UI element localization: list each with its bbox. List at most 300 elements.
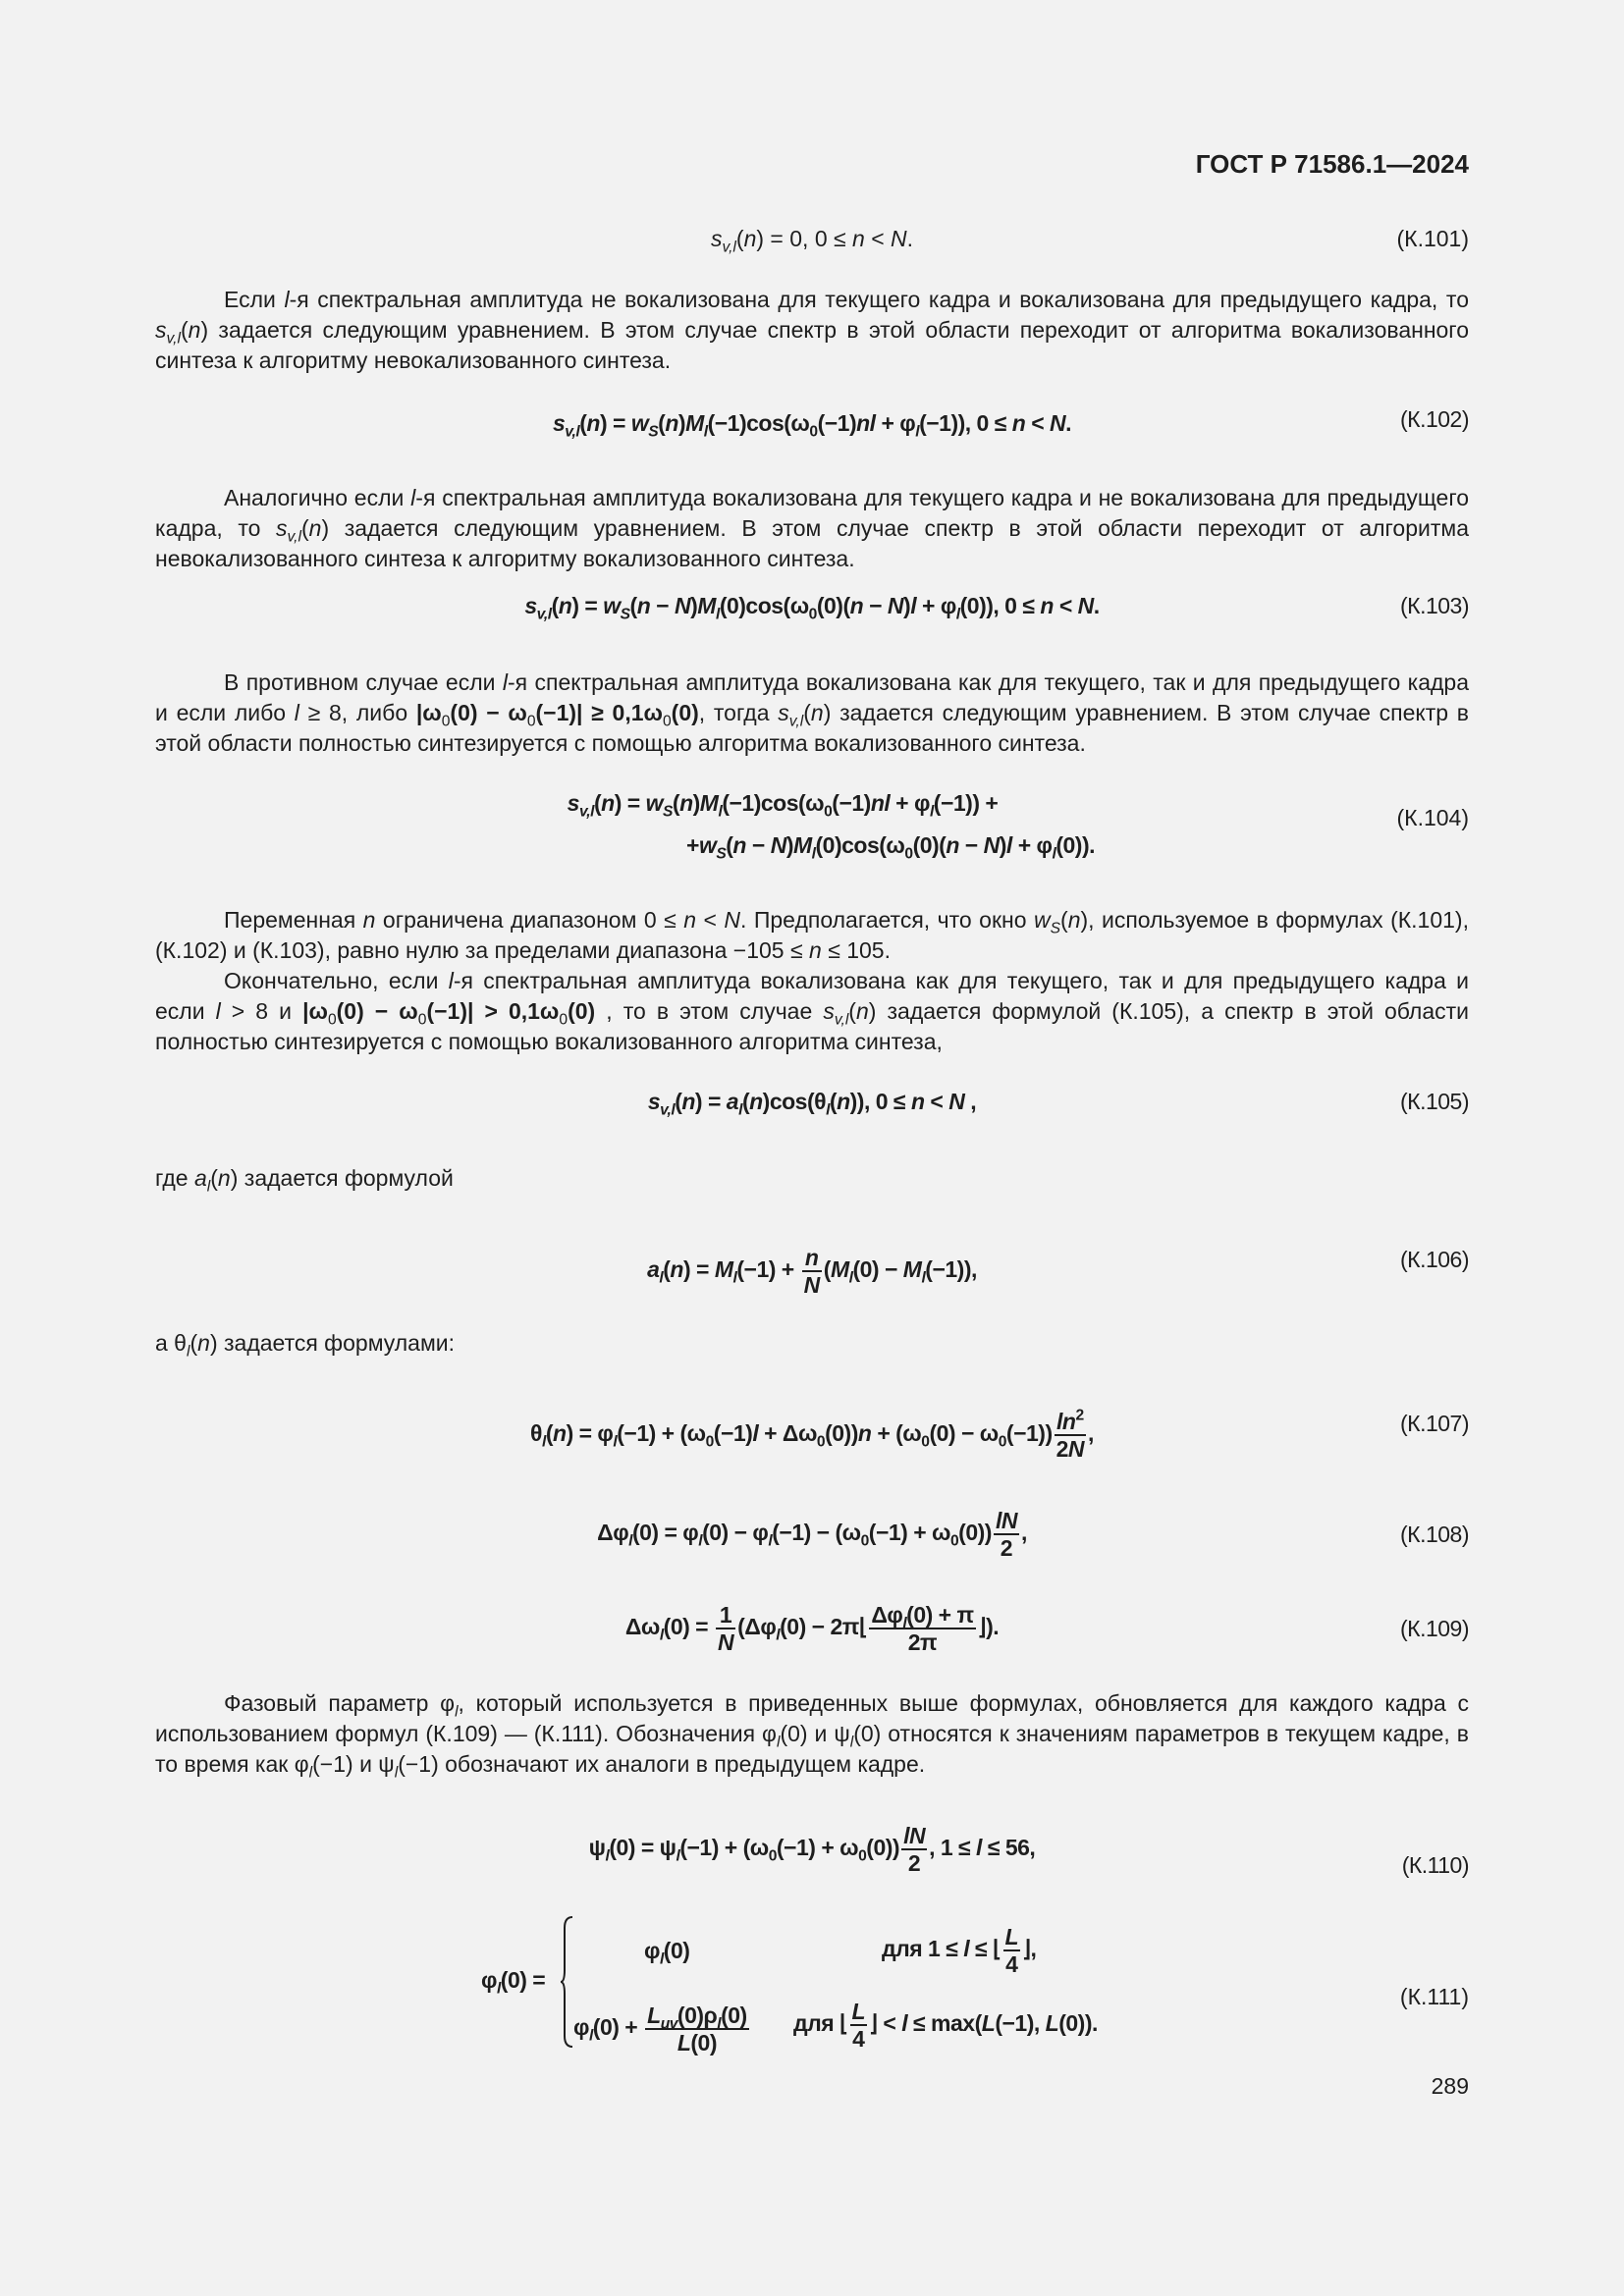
text-run: (0) + π <box>906 1602 974 1628</box>
text-run: -я спектральная амплитуда не вокализована для текущего кадра и вокализована для предыдущего кадра, то <box>289 287 1469 312</box>
math-run: n <box>1040 593 1054 618</box>
text-run: ( <box>663 1256 671 1283</box>
fraction <box>802 1245 822 1298</box>
math-run: n <box>837 1089 850 1114</box>
text-run: Δφ <box>871 1602 903 1628</box>
paragraph <box>155 285 1469 376</box>
math-run: n <box>636 593 651 618</box>
math-run: n <box>683 907 696 933</box>
numerator <box>802 1245 822 1272</box>
numerator <box>869 1602 975 1632</box>
denominator <box>802 1272 822 1298</box>
text-run: (0)ρ <box>677 2002 718 2028</box>
text-run: -я спектральная амплитуда вокализована как для текущего, так и для предыдущего кадра и если либо <box>155 669 1470 725</box>
text-run: ( <box>210 1165 218 1191</box>
math-run: L <box>1045 2010 1059 2037</box>
math-run: N <box>770 832 786 858</box>
math-run: 0 <box>441 713 451 730</box>
paragraph <box>155 1688 1469 1780</box>
text-run: (0)), 0 ≤ <box>959 593 1041 618</box>
math-run: l <box>410 485 416 510</box>
math-run: s <box>647 1089 661 1114</box>
text-run: ) = <box>682 1256 715 1283</box>
numerator <box>645 2002 749 2033</box>
text-run: ) <box>903 593 911 618</box>
math-run: l <box>588 2027 593 2045</box>
text-run: (−1) + <box>736 1256 800 1283</box>
math-run: l <box>901 2010 908 2037</box>
math-run: l <box>921 1269 926 1287</box>
math-run: l <box>308 1764 313 1782</box>
equation-k103 <box>155 591 1469 621</box>
math-run: l <box>849 1734 854 1751</box>
equation-number: (К.106) <box>1400 1247 1469 1272</box>
math-run: 0 <box>816 1433 826 1451</box>
text-run: ( <box>629 593 637 618</box>
text-run: ≤ ⌊ <box>969 1936 1001 1962</box>
numerator <box>716 1602 735 1629</box>
text-run: (−1)), 0 ≤ <box>919 410 1012 436</box>
text-run: (−1)) <box>1005 1420 1053 1447</box>
math-run: M <box>697 593 716 618</box>
math-run: s <box>823 998 835 1024</box>
math-run: N <box>1050 410 1066 436</box>
text-run: (0) − φ <box>702 1520 769 1546</box>
math-run: v,l <box>565 423 580 441</box>
math-run: l <box>448 968 454 993</box>
text-run: ( <box>675 1089 682 1114</box>
math-run: w <box>645 790 663 816</box>
text-run: , <box>964 1089 977 1114</box>
text-run: В противном случае если <box>224 669 503 695</box>
math-run: v,l <box>660 1101 676 1119</box>
math-run: (0) − ω <box>336 998 418 1024</box>
math-run: l <box>703 423 708 441</box>
math-run: N <box>887 593 904 618</box>
text-run: φ <box>481 1967 497 1993</box>
text-run: < <box>924 1089 949 1114</box>
math-run: 0 <box>327 1011 337 1029</box>
math-run: l <box>738 1101 742 1119</box>
text-run: ( <box>545 1420 553 1447</box>
text-run: . <box>1093 593 1100 618</box>
math-run: l <box>215 998 221 1024</box>
text-run: (0) − <box>852 1256 903 1283</box>
math-run: lN <box>995 1508 1017 1533</box>
math-run: M <box>793 832 812 858</box>
text-run: − <box>650 593 675 618</box>
math-run: nl <box>856 410 876 436</box>
math-run: l <box>613 1433 618 1451</box>
equation-number: (К.110) <box>1401 1852 1469 1878</box>
math-run: (0) − ω <box>450 700 527 725</box>
text-run: (−1)cos(ω <box>707 410 810 436</box>
text-run: + φ <box>1011 832 1053 858</box>
math-run: 0 <box>662 713 672 730</box>
math-run: l <box>659 1627 664 1644</box>
math-run: n <box>810 700 824 725</box>
math-run: s <box>276 515 288 541</box>
math-run: n <box>849 593 864 618</box>
math-run: l <box>698 1532 703 1550</box>
text-run: ( <box>189 1330 198 1356</box>
text-run: φ <box>573 2014 589 2041</box>
denominator <box>850 2026 868 2052</box>
math-run: n <box>308 515 322 541</box>
text-run: )cos(θ <box>762 1089 827 1114</box>
math-run: n <box>217 1165 231 1191</box>
text-run: ⌋ < <box>869 2010 902 2037</box>
text-run: (−1) и ψ <box>312 1751 395 1777</box>
text-run: (0) = <box>500 1967 546 1993</box>
text-run: ) задается формулой <box>230 1165 454 1191</box>
math-run: l <box>718 803 723 821</box>
text-run: (0) <box>721 2002 747 2028</box>
text-run: ) задается следующим уравнением. В этом случае спектр в этой области полностью синтезируется с помощью алгоритма вокализованного синтеза. <box>155 700 1469 756</box>
math-run: l <box>929 803 934 821</box>
math-run: l <box>848 1269 853 1287</box>
text-run: ) задается следующим уравнением. В этом случае спектр в этой области переходит от алгоритма вокализованного синтеза к алгоритму невокализованного синтеза. <box>155 317 1469 373</box>
text-run: (0) <box>663 1938 690 1963</box>
math-run: 2 <box>1075 1407 1084 1424</box>
text-run: 2 <box>1000 1535 1013 1561</box>
text-run: (0) − 2π⌊ <box>780 1614 868 1640</box>
text-run: (−1) <box>832 790 871 816</box>
text-run: ( <box>735 226 744 251</box>
text-run: < <box>864 226 892 251</box>
math-run: l <box>284 287 290 312</box>
paragraph <box>155 1328 1469 1359</box>
math-run: v,l <box>834 1011 849 1029</box>
text-run: ( <box>803 700 811 725</box>
text-run: (−1) + (ω <box>679 1835 769 1861</box>
equation-k102 <box>155 408 1469 439</box>
math-run: S <box>716 845 727 863</box>
equation-k106 <box>155 1245 1469 1298</box>
math-run: L <box>981 2010 996 2037</box>
math-run: (0) <box>671 700 699 725</box>
math-run: n <box>749 1089 763 1114</box>
math-run: l <box>1005 832 1012 858</box>
text-run: (0) = φ <box>631 1520 699 1546</box>
text-run: 2 <box>1056 1436 1068 1462</box>
equation-number: (К.109) <box>1400 1616 1469 1641</box>
math-run: n <box>809 937 822 963</box>
text-run: ) = <box>694 1089 727 1114</box>
math-run: n <box>852 226 865 251</box>
math-run: s <box>710 226 723 251</box>
math-run: nl <box>870 790 891 816</box>
text-run: (−1) + ω <box>776 1835 859 1861</box>
k111-lhs <box>481 1965 545 1996</box>
math-run: l <box>659 1950 664 1968</box>
math-run: a <box>726 1089 739 1114</box>
text-run: для 1 ≤ <box>882 1936 964 1962</box>
text-run: + (ω <box>871 1420 922 1447</box>
equation-number: (К.101) <box>1396 226 1469 251</box>
text-run: − <box>745 832 771 858</box>
document-header: ГОСТ Р 71586.1—2024 <box>1195 149 1469 179</box>
text-run: (0)). <box>1056 832 1095 858</box>
math-run: w <box>698 832 717 858</box>
math-run: l <box>541 1433 546 1451</box>
math-run: S <box>648 423 659 441</box>
fraction <box>1055 1409 1086 1462</box>
denominator <box>994 1535 1019 1561</box>
numerator <box>1003 1924 1021 1951</box>
math-run: l <box>502 669 509 695</box>
text-run: (−1) <box>713 1420 753 1447</box>
math-run: n <box>946 832 959 858</box>
text-run: ) задается формулой (К.105), а спектр в этой области полностью синтезируется с помощью вокализованного алгоритма синтеза, <box>155 998 1470 1054</box>
math-run: n <box>586 410 600 436</box>
text-run: , <box>1020 1520 1027 1546</box>
equation-number: (К.103) <box>1400 593 1469 618</box>
text-run: Если <box>224 287 285 312</box>
math-run: S <box>1050 920 1061 937</box>
math-run: N <box>948 1089 965 1114</box>
math-run: n <box>857 1420 872 1447</box>
math-run: n <box>855 998 869 1024</box>
math-run: N <box>891 226 907 251</box>
k111-case1 <box>644 1936 689 1966</box>
fraction <box>645 2002 749 2056</box>
fraction <box>901 1823 927 1876</box>
text-run: (0)) <box>866 1835 900 1861</box>
math-run: l <box>186 1343 190 1361</box>
equation-number-k104: (К.104) <box>1396 805 1469 830</box>
equation-k109 <box>155 1602 1469 1655</box>
math-run: l <box>976 1835 982 1861</box>
text-run: + φ <box>890 790 930 816</box>
text-run: ) <box>999 832 1006 858</box>
math-run: uv <box>660 2015 677 2033</box>
math-run: L <box>1004 1924 1019 1949</box>
text-run: 1 <box>719 1602 732 1628</box>
math-run: M <box>699 790 719 816</box>
k111-case2 <box>573 2002 751 2056</box>
text-run: (−1)cos(ω <box>722 790 825 816</box>
math-run: n <box>804 1245 819 1270</box>
math-run: n <box>670 1256 683 1283</box>
paragraph <box>155 1163 1469 1194</box>
math-run: l <box>717 2015 722 2033</box>
text-run: Аналогично если <box>224 485 411 510</box>
math-run: w <box>630 410 649 436</box>
math-run: 0 <box>998 1433 1006 1451</box>
math-run: l <box>676 1847 680 1865</box>
text-run: (0)cos(ω <box>719 593 809 618</box>
math-run: l <box>811 845 816 863</box>
text-run: ≤ 105. <box>821 937 891 963</box>
text-run: Фазовый параметр φ <box>224 1690 456 1716</box>
math-run: w <box>1033 907 1051 933</box>
math-run: l <box>659 1269 664 1287</box>
text-run: -я спектральная амплитуда вокализована для текущего кадра и не вокализована для предыдущего кадра, то <box>155 485 1470 541</box>
math-run: l <box>768 1532 773 1550</box>
denominator <box>869 1629 975 1655</box>
text-run: , то в этом случае <box>595 998 824 1024</box>
math-run: l <box>1052 845 1056 863</box>
math-run: 0 <box>860 1532 869 1550</box>
math-run: l <box>955 606 960 623</box>
math-run: n <box>1067 907 1081 933</box>
paragraph <box>155 667 1469 759</box>
text-run: ( <box>579 410 587 436</box>
math-run: l <box>732 1269 737 1287</box>
math-run: ln <box>1056 1409 1076 1434</box>
equation-k101 <box>155 224 1469 254</box>
math-run: n <box>679 790 693 816</box>
paragraph <box>155 966 1469 1057</box>
text-run: ( <box>1060 907 1068 933</box>
left-brace-icon <box>560 1916 573 2048</box>
math-run: l <box>294 700 299 725</box>
text-run: φ <box>644 1938 660 1963</box>
math-run: 0 <box>904 845 913 863</box>
math-run: n <box>558 593 572 618</box>
math-run: 0 <box>526 713 536 730</box>
text-run: для ⌊ <box>793 2010 848 2037</box>
math-run: 0 <box>858 1847 867 1865</box>
equation-k108 <box>155 1508 1469 1561</box>
math-run: l <box>496 1980 501 1998</box>
denominator <box>1055 1436 1086 1462</box>
math-run: (−1)| ≥ 0,1ω <box>535 700 663 725</box>
text-run: (−1)), <box>925 1256 977 1283</box>
math-run: 0 <box>768 1847 777 1865</box>
math-run: n <box>197 1330 210 1356</box>
text-run: ( <box>823 1256 831 1283</box>
text-run: ) = 0, 0 ≤ <box>756 226 853 251</box>
text-run: ) = <box>614 790 646 816</box>
math-run: l <box>910 593 917 618</box>
math-run: v,l <box>722 239 736 256</box>
math-run: l <box>455 1703 459 1721</box>
text-run: (0) − ω <box>929 1420 999 1447</box>
math-run: v,l <box>578 803 594 821</box>
text-run: (0) <box>690 2030 718 2056</box>
math-run: s <box>552 410 566 436</box>
math-run: s <box>778 700 789 725</box>
equation-k110 <box>155 1823 1469 1876</box>
math-run: l <box>752 1420 759 1447</box>
text-run: − <box>863 593 888 618</box>
equation-k105 <box>155 1087 1469 1117</box>
text-run: ( <box>829 1089 838 1114</box>
math-run: n <box>910 1089 925 1114</box>
math-run: n <box>362 907 376 933</box>
math-run: l <box>715 606 720 623</box>
math-run: s <box>524 593 537 618</box>
text-run: ( <box>848 998 856 1024</box>
math-run: s <box>155 317 167 343</box>
math-run: l <box>628 1532 632 1550</box>
paragraph <box>155 483 1469 574</box>
text-run: Переменная <box>224 907 363 933</box>
text-run: где <box>155 1165 194 1191</box>
equation-number: (К.105) <box>1400 1089 1469 1114</box>
text-run: + Δω <box>758 1420 817 1447</box>
text-run: (0) и ψ <box>780 1721 850 1746</box>
math-run: M <box>902 1256 922 1283</box>
numerator <box>901 1823 927 1850</box>
equation-number: (К.108) <box>1400 1522 1469 1547</box>
text-run: 2π <box>907 1629 938 1655</box>
text-run: (0)( <box>816 593 850 618</box>
text-run: 4 <box>852 2026 865 2052</box>
math-run: M <box>685 410 704 436</box>
text-run: (0) относятся к значениям параметров в текущем кадре, в то время как φ <box>155 1721 1469 1777</box>
math-run: n <box>732 832 746 858</box>
text-run: Δω <box>624 1614 660 1640</box>
text-run: ограничена диапазоном 0 ≤ <box>375 907 684 933</box>
numerator <box>994 1508 1019 1535</box>
text-run: ⌋, <box>1022 1936 1037 1962</box>
text-run: Δφ <box>597 1520 629 1546</box>
text-run: ( <box>180 317 189 343</box>
text-run: (−1) обозначают их аналоги в предыдущем кадре. <box>398 1751 926 1777</box>
math-run: N <box>724 907 740 933</box>
math-run: l <box>902 1615 907 1632</box>
text-run: . <box>1065 410 1072 436</box>
text-run: (−1) + (ω <box>617 1420 706 1447</box>
text-run: )), 0 ≤ <box>849 1089 911 1114</box>
text-run: − <box>958 832 984 858</box>
text-run: ) = <box>599 410 631 436</box>
text-run: , тогда <box>698 700 779 725</box>
text-run: ) = φ <box>566 1420 614 1447</box>
text-run: (0) = <box>663 1614 714 1640</box>
math-run: (0) <box>568 998 596 1024</box>
math-run: l <box>605 1847 610 1865</box>
math-run: N <box>1077 593 1094 618</box>
math-run: v,l <box>788 713 804 730</box>
text-run: < <box>696 907 725 933</box>
text-run: . <box>906 226 914 251</box>
text-run: + φ <box>916 593 956 618</box>
text-run: , 1 ≤ <box>929 1835 977 1861</box>
math-run: l <box>963 1936 970 1962</box>
text-run: -я спектральная амплитуда вокализована как для текущего, так и для предыдущего кадра и если <box>155 968 1470 1024</box>
fraction <box>994 1508 1019 1561</box>
math-run: l <box>776 1734 781 1751</box>
math-run: 0 <box>705 1433 714 1451</box>
math-run: (−1)| > 0,1ω <box>426 998 560 1024</box>
text-run: (−1) <box>817 410 857 436</box>
text-run: (−1) − (ω <box>772 1520 861 1546</box>
math-run: v,l <box>166 330 181 347</box>
math-run: s <box>567 790 579 816</box>
math-run: S <box>662 803 673 821</box>
math-run: n <box>665 410 678 436</box>
paragraph <box>155 905 1469 966</box>
math-run: 0 <box>949 1532 959 1550</box>
math-run: v,l <box>287 528 301 546</box>
math-run: |ω <box>415 700 442 725</box>
math-run: n <box>681 1089 695 1114</box>
text-run: (0)). <box>1058 2010 1098 2037</box>
text-run: , <box>1088 1420 1094 1447</box>
text-run: ( <box>658 410 666 436</box>
equation-k104-line1 <box>155 788 1469 819</box>
math-run: M <box>830 1256 849 1283</box>
math-run: a <box>193 1165 207 1191</box>
text-run: (0) + <box>592 2014 644 2041</box>
equation-k104-line2 <box>155 830 1469 861</box>
math-run: N <box>675 593 691 618</box>
text-run: . Предполагается, что окно <box>740 907 1034 933</box>
